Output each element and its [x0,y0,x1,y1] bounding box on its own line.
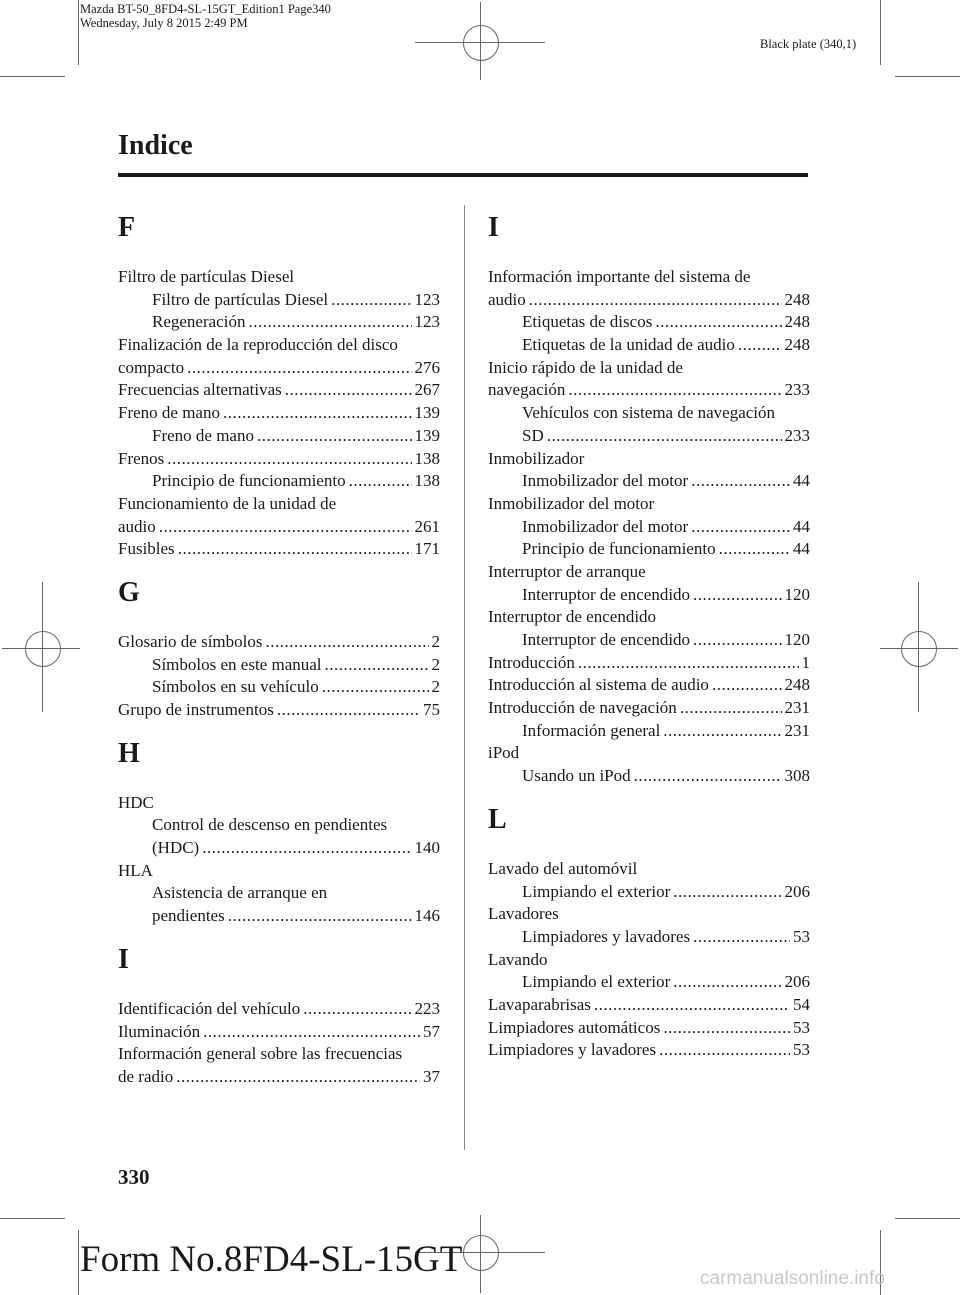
index-page-number: 140 [414,838,440,858]
index-subentry [118,311,440,334]
index-page-number: 139 [414,425,440,445]
index-page-number: 223 [414,998,440,1018]
dot-leader [568,379,781,402]
index-subentry [118,654,440,677]
index-entry-text: audio [118,516,156,536]
index-page-number: 248 [784,289,810,309]
dot-leader [578,652,799,675]
index-entry [118,1066,440,1089]
index-entry-text: audio [488,289,526,309]
index-entry [118,1021,440,1044]
index-entry-line: Control de descenso en pendientes [152,815,388,835]
index-entry-text: Iluminación [118,1021,201,1041]
index-letter-heading: I [118,943,129,975]
index-page-number: 248 [784,312,810,332]
dot-leader [178,538,412,561]
column-divider [464,205,465,1150]
index-entry-text: Filtro de partículas Diesel [152,289,329,309]
index-entry-text: navegación [488,380,566,400]
index-entry-line: Información general sobre las frecuencias [118,1044,403,1064]
dot-leader [159,516,412,539]
index-letter-heading: G [118,576,140,608]
index-entry-line: Interruptor de encendido [488,607,657,627]
index-entry-text: Limpiando el exterior [522,972,671,992]
index-entry-text: Etiquetas de discos [522,312,653,332]
page-number: 330 [118,1165,150,1189]
index-page-number: 233 [784,380,810,400]
index-page-number: 2 [431,677,440,697]
index-entry-text: Inmobilizador del motor [522,516,689,536]
dot-leader [673,881,781,904]
index-entry-text: Principio de funcionamiento [152,471,346,491]
index-entry-text: Glosario de símbolos [118,631,263,651]
dot-leader [691,516,790,539]
index-page-number: 138 [414,471,440,491]
index-page-number: 123 [414,289,440,309]
dot-leader [738,334,782,357]
index-entry-text: Interruptor de encendido [522,630,691,649]
index-subentry [488,584,810,607]
dot-leader [719,538,790,561]
dot-leader [176,1066,420,1089]
dot-leader [285,379,412,402]
index-entry-line: Vehículos con sistema de navegación [522,403,776,423]
index-page-number: 53 [793,1017,810,1037]
index-subentry [118,470,440,493]
index-page-number: 2 [431,654,440,674]
index-subentry [488,425,810,448]
index-entry [488,994,810,1017]
index-subentry [488,538,810,561]
index-entry-text: Regeneración [152,312,246,332]
index-entry-line: Lavadores [488,904,559,924]
index-subentry [488,881,810,904]
dot-leader [187,357,411,380]
dot-leader [655,311,781,334]
index-entry-line: Finalización de la reproducción del disco [118,335,398,355]
dot-leader [266,631,429,654]
index-entry-line: iPod [488,743,520,763]
dot-leader [203,1021,420,1044]
index-subentry [488,334,810,357]
dot-leader [547,425,782,448]
dot-leader [659,1039,790,1062]
index-entry-line: Inicio rápido de la unidad de [488,357,683,377]
index-page-number: 120 [784,630,810,649]
index-page-number: 261 [414,516,440,536]
index-page-number: 75 [423,700,440,719]
index-subentry [118,289,440,312]
index-entry-text: Interruptor de encendido [522,584,691,604]
index-entry-line: Inmobilizador del motor [488,493,655,513]
dot-leader [663,1017,790,1040]
dot-leader [167,448,411,471]
index-entry [118,379,440,402]
index-entry-text: Fusibles [118,539,175,559]
index-entry-text: Limpiando el exterior [522,881,671,901]
index-letter-heading: I [488,212,499,243]
index-entry [488,1017,810,1040]
dot-leader [691,470,790,493]
index-entry-text: Inmobilizador del motor [522,471,689,491]
index-entry-text: Identificación del vehículo [118,998,301,1018]
index-entry-text: Principio de funcionamiento [522,539,716,559]
index-entry-text: Grupo de instrumentos [118,700,274,719]
watermark: carmanualsonline.info [700,1268,885,1289]
index-subentry [118,905,440,928]
dot-leader [693,584,781,607]
dot-leader [693,926,790,949]
index-page-number: 171 [414,539,440,559]
index-subentry [118,676,440,699]
index-entry-text: Limpiadores y lavadores [522,926,691,946]
dot-leader [712,674,782,697]
index-entry-text: de radio [118,1066,174,1086]
dot-leader [202,837,411,860]
dot-leader [663,720,781,743]
index-entry-text: Limpiadores y lavadores [488,1040,657,1060]
print-meta-line1: Mazda BT-50_8FD4-SL-15GT_Edition1 Page340 [80,2,331,16]
dot-leader [331,289,411,312]
dot-leader [349,470,412,493]
page-title: Indice [118,130,193,161]
index-page-number: 231 [784,698,810,718]
index-page-number: 37 [423,1066,440,1086]
index-entry [488,674,810,697]
index-page-number: 54 [793,994,810,1014]
index-entry [118,448,440,471]
index-entry-line: Asistencia de arranque en [152,883,328,903]
index-page-number: 248 [784,335,810,355]
dot-leader [303,998,411,1021]
index-entry [488,289,810,312]
index-entry-text: Símbolos en este manual [152,654,322,674]
index-subentry [488,629,810,652]
plate-label: Black plate (340,1) [760,37,857,51]
dot-leader [594,994,790,1017]
dot-leader [634,765,782,788]
dot-leader [277,699,420,722]
index-column-right [488,210,810,1062]
index-page-number: 248 [784,675,810,695]
index-entry-line: Lavado del automóvil [488,858,638,878]
index-entry [488,1039,810,1062]
index-entry-text: Lavaparabrisas [488,994,591,1014]
index-page-number: 138 [414,448,440,468]
index-page-number: 123 [414,312,440,332]
index-entry-line: HLA [118,860,153,880]
index-entry-text: (HDC) [152,838,200,858]
index-letter-heading: H [118,737,140,769]
index-entry-line: Interruptor de arranque [488,561,646,581]
index-entry-text: Frenos [118,448,165,468]
index-letter-heading: F [118,212,136,243]
index-subentry [488,765,810,788]
index-entry-line: Inmobilizador [488,448,585,468]
index-page-number: 57 [423,1021,440,1041]
index-entry-text: SD [522,425,544,445]
print-meta [80,2,331,30]
index-entry-text: Introducción al sistema de audio [488,675,709,695]
index-page-number: 120 [784,584,810,604]
dot-leader [228,905,412,928]
index-page-number: 44 [793,516,810,536]
index-page-number: 53 [793,1040,810,1060]
dot-leader [223,402,412,425]
dot-leader [673,971,781,994]
index-page-number: 206 [784,972,810,992]
index-entry [488,379,810,402]
index-entry-line: Funcionamiento de la unidad de [118,493,337,513]
index-entry [118,998,440,1021]
index-entry [118,357,440,380]
index-entry [488,697,810,720]
index-entry-text: Frecuencias alternativas [118,380,282,400]
index-entry-line: Información importante del sistema de [488,267,751,286]
index-subentry [488,926,810,949]
print-meta-line2: Wednesday, July 8 2015 2:49 PM [80,16,248,30]
dot-leader [680,697,782,720]
index-entry-text: Información general [522,720,661,740]
index-entry-line: HDC [118,792,154,812]
index-page-number: 139 [414,403,440,423]
dot-leader [529,289,782,312]
dot-leader [248,311,411,334]
index-page-number: 308 [784,766,810,786]
index-subentry [118,425,440,448]
index-page-number: 44 [793,539,810,559]
index-page-number: 2 [431,631,440,651]
index-entry [118,516,440,539]
form-number: Form No.8FD4-SL-15GT [80,1239,463,1280]
dot-leader [693,629,781,652]
index-page-number: 231 [784,720,810,740]
index-page-number: 206 [784,881,810,901]
index-subentry [488,720,810,743]
index-subentry [488,470,810,493]
dot-leader [325,654,429,677]
index-entry-text: Introducción [488,652,575,672]
index-entry-text: Introducción de navegación [488,698,677,718]
index-entry-text: compacto [118,357,185,377]
index-page-number: 233 [784,425,810,445]
index-entry-text: Usando un iPod [522,766,631,786]
index-subentry [488,311,810,334]
index-page-number: 53 [793,926,810,946]
index-entry-line: Lavando [488,949,548,969]
index-page-number: 267 [414,380,440,400]
index-page-number: 146 [414,906,440,926]
index-entry [488,652,810,675]
index-subentry [118,837,440,860]
dot-leader [257,425,412,448]
index-entry-text: Freno de mano [152,425,254,445]
index-entry-line: Filtro de partículas Diesel [118,267,295,286]
index-entry-text: Freno de mano [118,403,220,423]
title-rule [118,173,808,177]
index-page-number: 276 [414,357,440,377]
dot-leader [322,676,429,699]
index-subentry [488,516,810,539]
index-entry-text: Símbolos en su vehículo [152,677,319,697]
index-column-left [118,210,440,1089]
index-entry-text: Limpiadores automáticos [488,1017,661,1037]
index-page-number: 1 [801,652,810,672]
index-entry [118,538,440,561]
index-entry [118,631,440,654]
index-subentry [488,971,810,994]
index-letter-heading: L [488,803,507,835]
index-entry-text: pendientes [152,906,225,926]
index-entry-text: Etiquetas de la unidad de audio [522,335,735,355]
index-page-number: 44 [793,471,810,491]
index-entry [118,699,440,722]
index-entry [118,402,440,425]
